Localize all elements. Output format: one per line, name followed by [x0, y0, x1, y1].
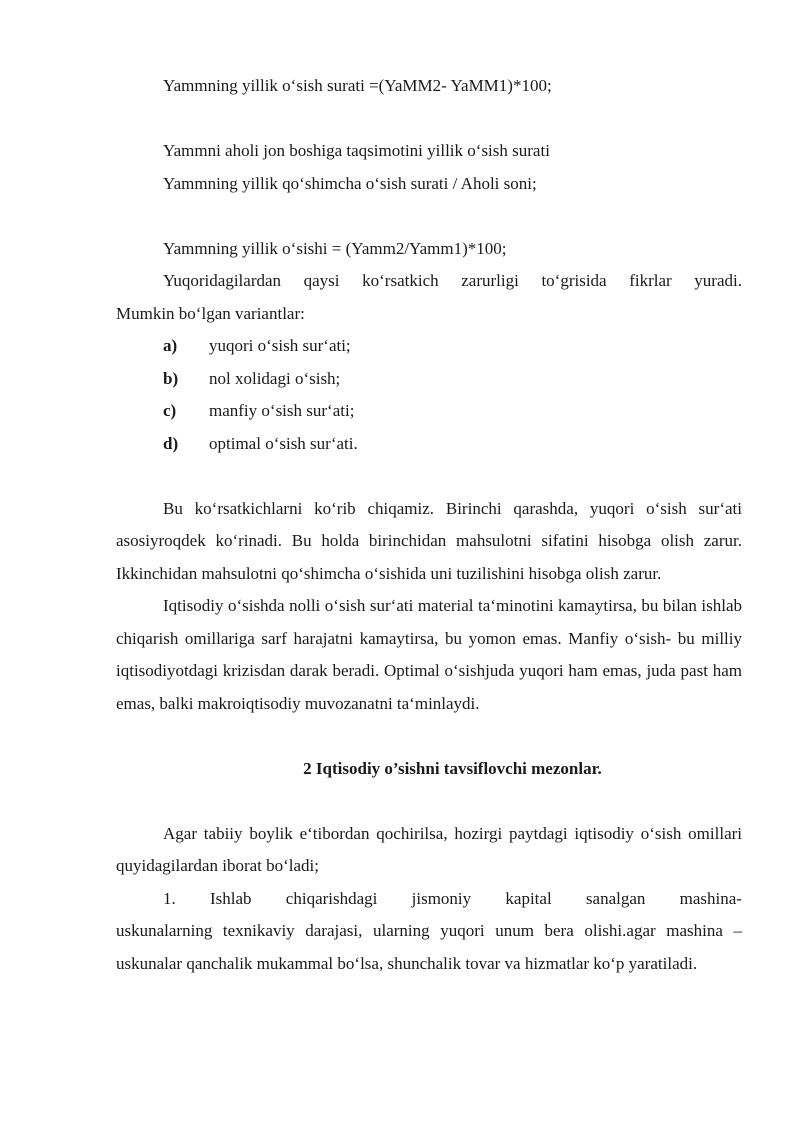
spacer — [116, 460, 742, 493]
list-text: nol xolidagi o‘sish; — [209, 368, 341, 388]
spacer — [116, 103, 742, 136]
spacer — [116, 720, 742, 753]
list-item — [116, 428, 742, 461]
item-word: mashina- — [679, 888, 742, 908]
numbered-item-first-line — [116, 883, 742, 916]
paragraph: Bu ko‘rsatkichlarni ko‘rib chiqamiz. Birinchi qarashda, yuqori o‘sish sur‘ati asosiyroqdek ko‘rinadi. Bu holda birinchidan mahsulotni sifatini hisobga olish zarur. Ikkinchidan mahsulotni qo‘shimcha o‘sishida uni tuzilishini hisobga olish zarur. — [116, 498, 742, 583]
intro-line: Yuqoridagilardan qaysi ko‘rsatkich zarurligi to‘grisida fikrlar yuradi. — [163, 271, 742, 290]
intro-line-2: Mumkin bo‘lgan variantlar: — [116, 303, 305, 323]
item-word: Ishlab — [210, 888, 252, 908]
item-word: chiqarishdagi — [285, 888, 378, 908]
formula-growth-rate: Yammning yillik o‘sish surati =(YaMM2- YaMM1)*100; — [163, 76, 552, 95]
paragraph: Iqtisodiy o‘sishda nolli o‘sish sur‘ati material ta‘minotini kamaytirsa, bu bilan ishlab chiqarish omillariga sarf harajatni kamaytirsa, bu yomon emas. Manfiy o‘sish- bu milliy iqtisodiyotdagi krizisdan darak beradi. Optimal o‘sishjuda yuqori ham emas, juda past ham emas, balki makroiqtisodiy muvozanatni ta‘minlaydi. — [116, 596, 742, 713]
formula-per-capita-title: Yammni aholi jon boshiga taqsimotini yillik o‘sish surati — [163, 141, 550, 160]
list-item — [116, 395, 742, 428]
list-letter: d) — [163, 433, 179, 453]
numbered-item-continuation: uskunalarning texnikaviy darajasi, ularning yuqori unum bera olishi.agar mashina – uskunalar qanchalik mukammal bo‘lsa, shunchalik tovar va hizmatlar ko‘p yaratiladi. — [116, 921, 742, 973]
paragraph: Agar tabiiy boylik e‘tibordan qochirilsa, hozirgi paytdagi iqtisodiy o‘sish omillari quyidagilardan iborat bo‘ladi; — [116, 823, 742, 875]
item-word: kapital — [505, 888, 552, 908]
list-letter: b) — [163, 368, 179, 388]
formula-per-capita: Yammning yillik qo‘shimcha o‘sish surati / Aholi soni; — [163, 173, 537, 193]
list-text: yuqori o‘sish sur‘ati; — [209, 336, 351, 355]
list-letter: a) — [163, 336, 178, 355]
variants-list — [116, 330, 742, 460]
list-text: optimal o‘sish sur‘ati. — [209, 433, 358, 453]
list-item — [116, 330, 742, 363]
document-page — [116, 70, 742, 980]
formula-annual-growth: Yammning yillik o‘sishi = (Yamm2/Yamm1)*100; — [163, 238, 507, 258]
list-item — [116, 363, 742, 396]
item-word: sanalgan — [585, 888, 646, 908]
item-number: 1. — [163, 888, 176, 908]
list-letter: c) — [163, 401, 177, 420]
item-word: jismoniy — [411, 888, 472, 908]
section-heading: 2 Iqtisodiy o’sishni tavsiflovchi mezonlar. — [303, 758, 602, 778]
list-text: manfiy o‘sish sur‘ati; — [209, 401, 355, 420]
spacer — [116, 785, 742, 818]
spacer — [116, 200, 742, 233]
